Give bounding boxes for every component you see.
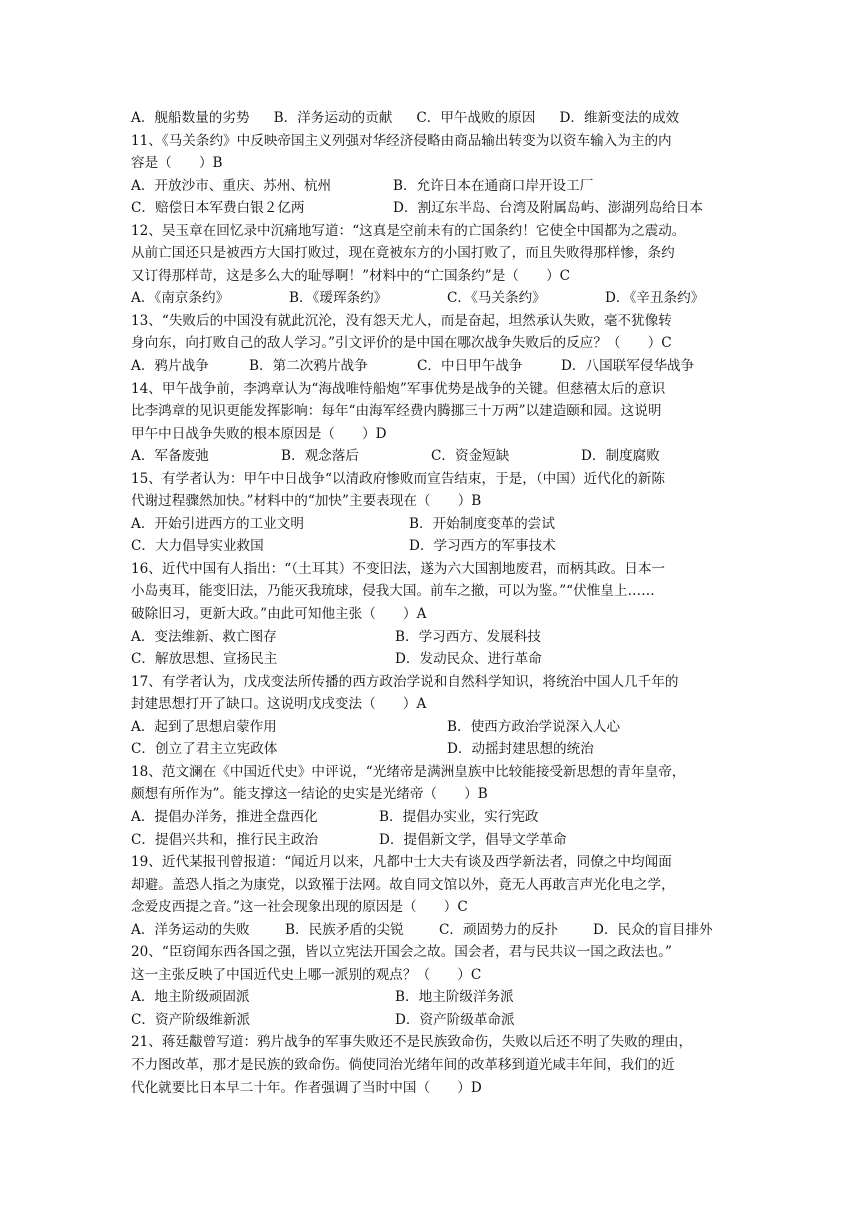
option-c: C．资金短缺 [431,448,510,465]
q12-options [131,287,731,310]
option-b: B．洋务运动的贡献 [273,110,393,126]
q12-stem: 从前亡国还只是被西方大国打败过，现在竟被东方的小国打败了，而且失败得那样惨，条约 [131,245,675,262]
option-d: D．民众的盲目排外 [593,921,713,938]
q12-stem: 12、吴玉章在回忆录中沉痛地写道：“这真是空前未有的亡国条约！它使全中国都为之震动。 [131,222,686,239]
option-c: C．中日甲午战争 [417,358,523,375]
option-c: C．《马关条约》 [447,290,546,307]
option-d: D．割辽东半岛、台湾及附属岛屿、澎湖列岛给日本 [393,200,703,217]
option-b: B．提倡办实业，实行宪政 [379,808,539,825]
option-d: D．《辛丑条约》 [605,290,705,307]
q14-stem: 14、甲午战争前，李鸿章认为“海战唯恃船炮”军事优势是战争的关键。但慈禧太后的意识 [131,380,666,397]
option-c: C．顽固势力的反扑 [439,921,559,938]
option-b: B．观念落后 [281,448,359,465]
option-a: A．舰船数量的劣势 [131,110,250,126]
q21-stem: 21、蒋廷黻曾写道：鸦片战争的军事失败还不是民族致命伤，失败以后还不明了失败的理由， [131,1034,693,1051]
q15-stem: 代谢过程骤然加快。”材料中的“加快”主要表现在（ ）B [131,493,482,510]
option-b: B．《瑷珲条约》 [289,290,388,307]
q18-stem: 18、范文澜在《中国近代史》中评说，“光绪帝是满洲皇族中比较能接受新思想的青年皇帝， [131,763,686,780]
q17-options [131,716,731,739]
option-a: A．起到了思想启蒙作用 [131,718,277,735]
q17-stem: 封建思想打开了缺口。这说明戊戌变法（ ）A [131,696,427,713]
q13-options [131,355,731,378]
option-c: C．资产阶级维新派 [131,1011,251,1028]
q13-stem: 身向东，向打败自己的敌人学习。”引文评价的是中国在哪次战争失败后的反应？（ ）C [131,335,672,352]
q16-stem: 破除旧习，更新大政。”由此可知他主张（ ）A [131,606,427,623]
option-d: D．制度腐败 [581,448,660,465]
option-b: B．民族矛盾的尖锐 [285,921,404,938]
option-b: B．地主阶级洋务派 [395,989,514,1006]
option-b: B．允许日本在通商口岸开设工厂 [393,177,594,194]
q20-stem: 这一主张反映了中国近代史上哪一派别的观点？（ ）C [131,966,482,983]
q10-options [131,107,731,130]
option-d: D．维新变法的成效 [559,110,680,126]
q16-stem: 16、近代中国有人指出：“（土耳其）不变旧法，遂为六大国割地废君，而柄其政。日本一 [131,560,666,577]
option-c: C．甲午战败的原因 [416,110,536,126]
q19-stem: 19、近代某报刊曾报道：“闻近月以来，凡都中士大夫有谈及西学新法者，同僚之中均闻面 [131,854,672,871]
option-c: C．解放思想、宣扬民主 [131,651,278,668]
q19-stem: 念爱皮西提之音。”这一社会现象出现的原因是（ ）C [131,899,468,916]
q11-options [131,175,731,198]
option-c: C．大力倡导实业救国 [131,538,264,555]
option-a: A．地主阶级顽固派 [131,989,250,1006]
option-c: C．创立了君主立宪政体 [131,741,278,758]
option-d: D．提倡新文学，倡导文学革命 [379,831,567,848]
option-b: B．使西方政治学说深入人心 [447,718,621,735]
q17-options [131,738,731,761]
option-d: D．动摇封建思想的统治 [447,741,594,758]
q16-options [131,648,731,671]
q16-stem: 小岛夷耳，能变旧法，乃能灭我琉球，侵我大国。前车之撤，可以为鉴。”“伏惟皇上…… [131,583,655,600]
option-a: A．开放沙市、重庆、苏州、杭州 [131,177,332,194]
option-a: A．鸦片战争 [131,358,209,375]
q21-stem: 代化就要比日本早二十年。作者强调了当时中国（ ）D [131,1079,482,1096]
q18-options [131,829,731,852]
option-d: D．发动民众、进行革命 [395,651,542,668]
q18-stem: 颇想有所作为”。能支撑这一结论的史实是光绪帝（ ）B [131,786,488,803]
q12-stem: 又订得那样苛，这是多么大的耻辱啊！”材料中的“亡国条约”是（ ）C [131,267,571,284]
option-d: D．学习西方的军事技术 [409,538,556,555]
q21-stem: 不力图改革，那才是民族的致命伤。倘使同治光绪年间的改革移到道光咸丰年间，我们的近 [131,1056,675,1073]
option-b: B．学习西方、发展科技 [395,628,541,645]
q15-options [131,535,731,558]
q14-stem: 比李鸿章的见识更能发挥影响：每年“由海军经费内腾挪三十万两”以建造颐和园。这说明 [131,403,662,420]
q11-options [131,197,731,220]
q20-stem: 20、“臣窃闻东西各国之强，皆以立宪法开国会之故。国会者，君与民共议一国之政法也。” [131,944,672,961]
option-b: B．第二次鸦片战争 [249,358,368,375]
q11-stem: 11、《马关条约》中反映帝国主义列强对华经济侵略由商品输出转变为以资车输入为主的内 [131,132,672,149]
q19-stem: 却避。盖恐人指之为康党，以致罹于法网。故自同文馆以外，竟无人再敢言声光化电之学， [131,876,675,893]
question-list [131,107,731,1099]
q14-stem: 甲午中日战争失败的根本原因是（ ）D [131,425,387,442]
option-d: D．资产阶级革命派 [395,1011,515,1028]
q16-options [131,626,731,649]
q11-stem: 容是（ ）B [131,155,223,172]
q17-stem: 17、有学者认为，戊戌变法所传播的西方政治学说和自然科学知识，将统治中国人几千年的 [131,673,679,690]
q20-options [131,1009,731,1032]
option-a: A．洋务运动的失败 [131,921,250,938]
option-a: A．开始引进西方的工业文明 [131,515,304,532]
q20-options [131,986,731,1009]
q18-options [131,806,731,829]
option-a: A．《南京条约》 [131,290,230,307]
option-d: D．八国联军侵华战争 [561,358,695,375]
option-c: C．提倡兴共和，推行民主政治 [131,831,319,848]
q19-options [131,919,731,942]
option-a: A．军备废弛 [131,448,209,465]
q13-stem: 13、“失败后的中国没有就此沉沦，没有怨天尤人，而是奋起，坦然承认失败，毫不犹像转 [131,312,672,329]
q14-options [131,445,731,468]
option-a: A．提倡办洋务，推进全盘西化 [131,808,318,825]
option-a: A．变法维新、救亡图存 [131,628,277,645]
q15-stem: 15、有学者认为：甲午中日战争“以清政府惨败而宣告结束，于是，（中国）近代化的新陈 [131,470,666,487]
option-b: B．开始制度变革的尝试 [409,515,555,532]
q15-options [131,513,731,536]
option-c: C．赔偿日本军费白银２亿两 [131,200,305,217]
